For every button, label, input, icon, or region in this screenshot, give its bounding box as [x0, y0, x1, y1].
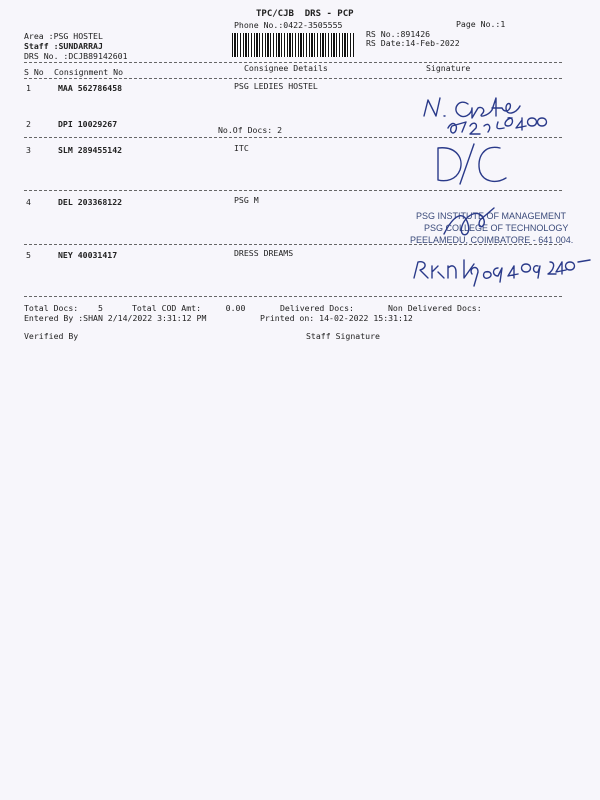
staff-signature-label: Staff Signature	[306, 331, 380, 341]
row-5-sno: 5	[26, 250, 31, 260]
divider	[24, 296, 562, 297]
row-4-consignee: PSG M	[234, 195, 259, 205]
barcode	[232, 33, 354, 57]
staff-label: Staff :SUNDARRAJ	[24, 41, 103, 51]
stamp-line-2: PSG COLLEGE OF TECHNOLOGY	[424, 223, 569, 233]
rs-number: RS No.:891426	[366, 29, 431, 39]
stamp-line-3: PEELAMEDU, COIMBATORE - 641 004.	[410, 235, 574, 245]
document-title: TPC/CJB DRS - PCP	[256, 9, 354, 19]
handwritten-dc-signature	[432, 140, 512, 188]
stamp-line-1: PSG INSTITUTE OF MANAGEMENT	[416, 211, 567, 221]
entered-by: Entered By :SHAN 2/14/2022 3:31:12 PM	[24, 313, 207, 323]
col-consignment: Consignment No	[54, 67, 124, 77]
row-2-consignment: DPI 10029267	[58, 119, 118, 129]
area-label: Area :PSG HOSTEL	[24, 31, 103, 41]
row-2-sno: 2	[26, 119, 31, 129]
divider	[24, 190, 562, 191]
row-5-consignee: DRESS DREAMS	[234, 248, 294, 258]
stamp-signature-scribble	[440, 204, 510, 244]
delivered-docs: Delivered Docs:	[280, 303, 354, 313]
page-number: Page No.:1	[456, 19, 506, 29]
rs-date: RS Date:14-Feb-2022	[366, 38, 460, 48]
verified-by: Verified By	[24, 331, 79, 341]
phone-number: Phone No.:0422-3505555	[234, 20, 343, 30]
row-1-consignee: PSG LEDIES HOSTEL	[234, 81, 318, 91]
row-5-consignment: NEY 40031417	[58, 250, 118, 260]
total-docs: Total Docs: 5	[24, 303, 103, 313]
total-cod-amount: Total COD Amt: 0.00	[132, 303, 246, 313]
divider	[24, 137, 562, 138]
col-consignee: Consignee Details	[244, 63, 328, 73]
row-2-doc-count: No.Of Docs: 2	[218, 125, 283, 135]
row-1-sno: 1	[26, 83, 31, 93]
row-3-consignment: SLM 289455142	[58, 145, 123, 155]
drs-number: DRS No. :DCJB89142601	[24, 51, 128, 61]
col-signature: Signature	[426, 63, 471, 73]
divider	[24, 78, 562, 79]
row-4-sno: 4	[26, 197, 31, 207]
handwritten-signature-row-5	[410, 254, 580, 288]
non-delivered-docs: Non Delivered Docs:	[388, 303, 482, 313]
printed-on: Printed on: 14-02-2022 15:31:12	[260, 313, 413, 323]
row-3-consignee: ITC	[234, 143, 249, 153]
row-4-consignment: DEL 203368122	[58, 197, 123, 207]
col-sno: S No	[24, 67, 44, 77]
handwritten-signature-row-1	[418, 92, 588, 132]
row-3-sno: 3	[26, 145, 31, 155]
row-1-consignment: MAA 562786458	[58, 83, 123, 93]
